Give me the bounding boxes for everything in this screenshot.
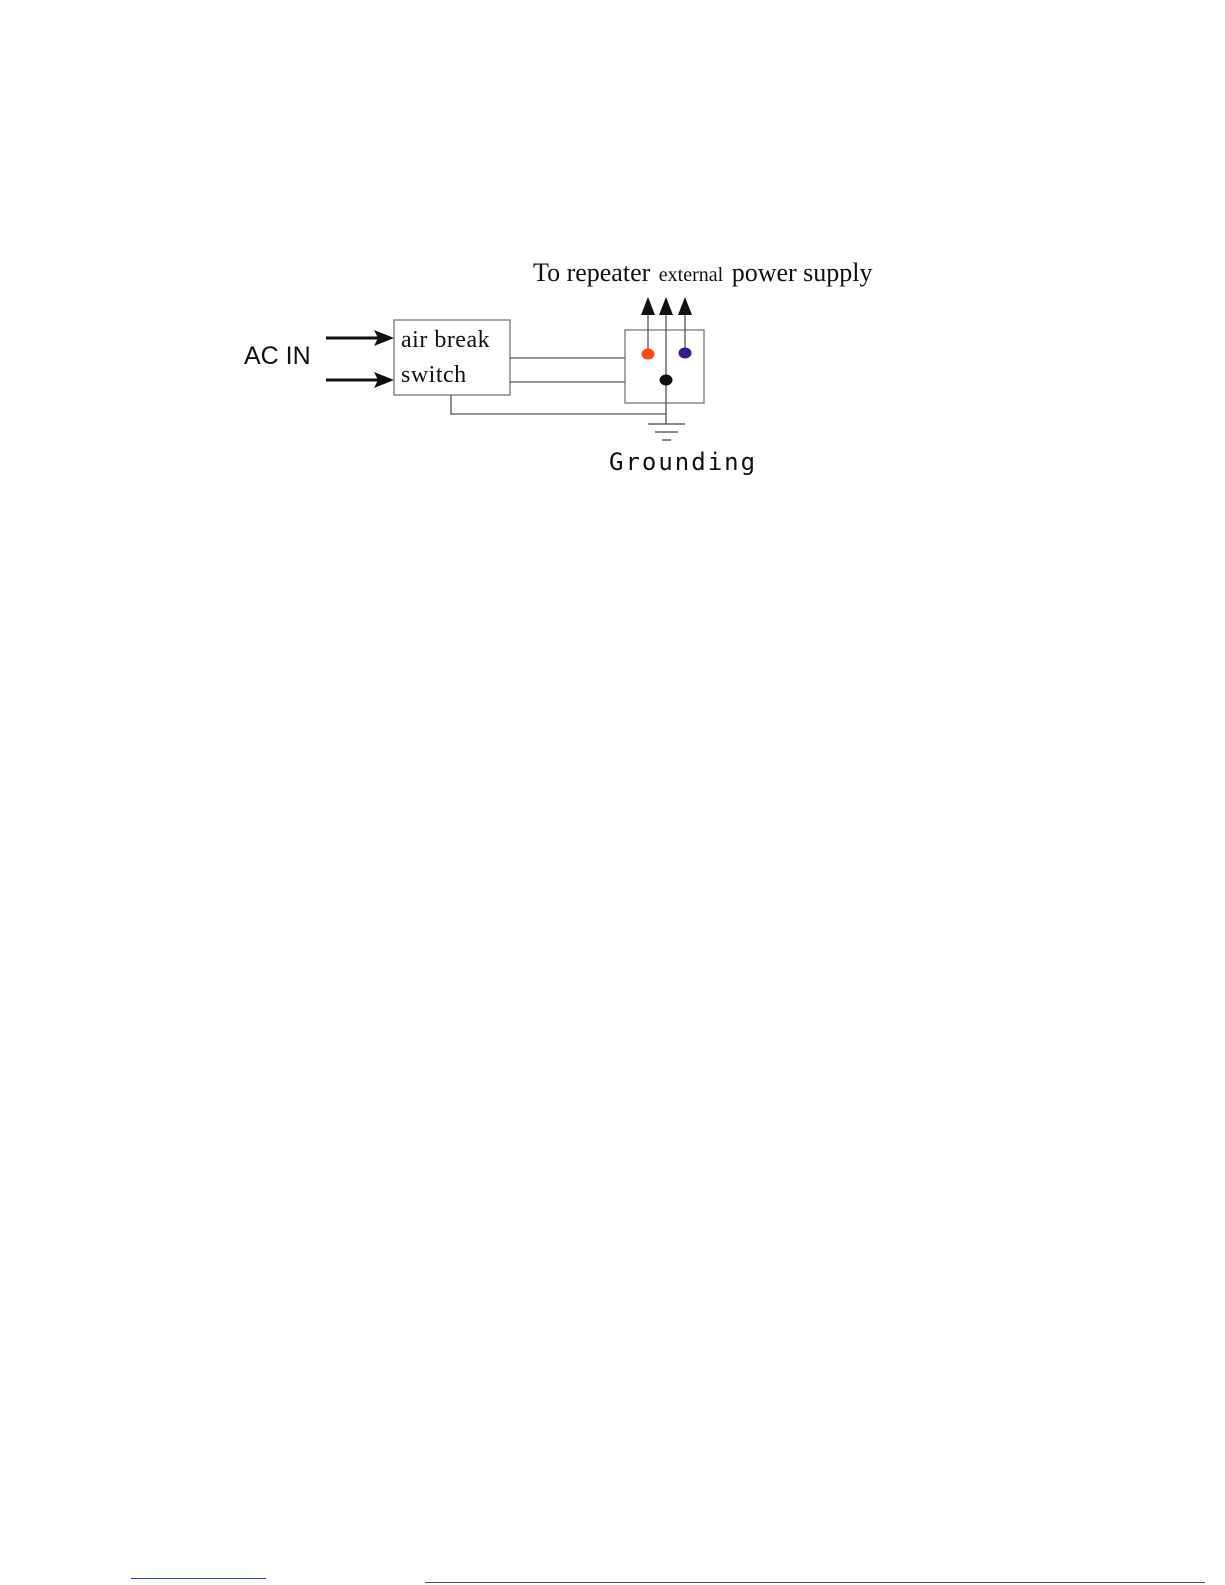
ground-symbol-icon <box>648 424 685 440</box>
arrow-right-icon <box>326 330 394 346</box>
switch-label-line1: air break <box>401 327 491 353</box>
ac-in-label: AC IN <box>244 342 311 370</box>
arrow-up-icon <box>678 297 692 315</box>
output-label <box>533 258 873 287</box>
footer-rule-right <box>425 1582 1205 1583</box>
output-label-main: To repeater <box>533 258 651 287</box>
footer-rule-left <box>131 1578 266 1579</box>
output-label-small: external <box>658 264 724 286</box>
arrow-right-icon <box>326 372 394 388</box>
terminal-right <box>679 348 692 359</box>
switch-label-line2: switch <box>401 362 467 388</box>
air-break-switch <box>394 320 510 395</box>
terminal-left <box>642 349 655 360</box>
arrow-up-icon <box>659 297 673 315</box>
grounding-label: Grounding <box>609 448 758 476</box>
terminal-block <box>625 310 704 424</box>
terminal-center <box>660 375 673 386</box>
arrow-up-icon <box>641 297 655 315</box>
output-label-tail: power supply <box>731 258 873 287</box>
